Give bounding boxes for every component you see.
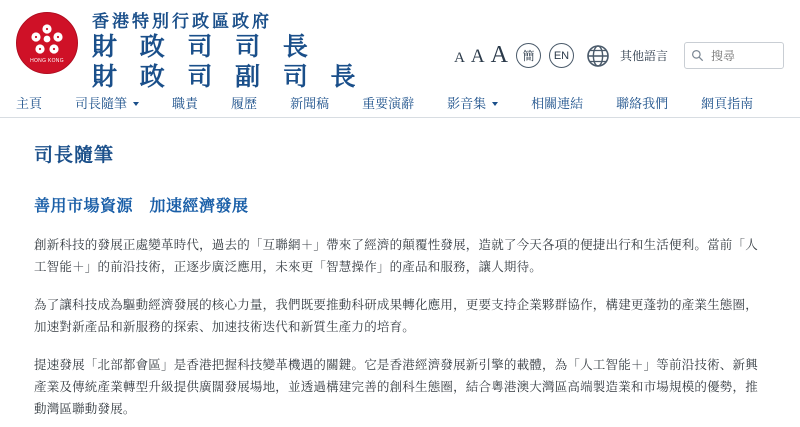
nav-item-duties[interactable] bbox=[172, 93, 215, 112]
main-content bbox=[0, 118, 800, 420]
nav-item-blog[interactable] bbox=[75, 93, 156, 112]
page-title: 司長隨筆 bbox=[34, 144, 115, 166]
nav-item-label: 新聞稿 bbox=[290, 97, 330, 112]
search-box[interactable] bbox=[684, 42, 784, 69]
office-title-line1: 財 政 司 司 長 bbox=[92, 32, 315, 61]
chevron-down-icon bbox=[133, 102, 139, 106]
site-header bbox=[0, 0, 800, 91]
font-size-small-button[interactable]: A bbox=[454, 50, 465, 66]
site-titles bbox=[92, 10, 363, 92]
header-tools bbox=[454, 10, 784, 69]
search-input[interactable] bbox=[709, 48, 777, 64]
nav-item-related-links[interactable] bbox=[531, 93, 600, 112]
article-paragraph: 創新科技的發展正處變革時代，過去的「互聯網＋」帶來了經濟的顛覆性發展，造就了今天各項的便捷出行和生活便利。當前「人工智能＋」的前沿技術，正逐步廣泛應用，未來更「智慧操作」的產品和服務，讓人期待。 bbox=[34, 237, 758, 274]
nav-item-label: 履歷 bbox=[231, 97, 258, 112]
other-language-link[interactable]: 其他語言 bbox=[619, 49, 668, 63]
nav-item-contact-us[interactable] bbox=[616, 93, 685, 112]
font-size-medium-button[interactable]: A bbox=[470, 46, 485, 67]
nav-item-label: 相關連結 bbox=[531, 97, 584, 112]
font-size-controls bbox=[454, 42, 508, 69]
nav-item-biography[interactable] bbox=[231, 93, 274, 112]
lang-english-button[interactable]: EN bbox=[549, 43, 574, 68]
emblem-label: HONG KONG bbox=[30, 58, 64, 64]
nav-item-home[interactable] bbox=[16, 93, 59, 112]
article-paragraph: 提速發展「北部都會區」是香港把握科技變革機遇的關鍵。它是香港經濟發展新引擎的載體，為「人工智能＋」等前沿技術、新興產業及傳統產業轉型升級提供廣闊發展場地，並透過構建完善的創科生態圈，結合粵港澳大灣區高端製造業和市場規模的優勢，推動灣區聯動發展。 bbox=[34, 357, 758, 416]
article-title: 善用市場資源 加速經濟發展 bbox=[34, 196, 249, 215]
article-paragraph: 為了讓科技成為驅動經濟發展的核心力量，我們既要推動科研成果轉化應用，更要支持企業夥群協作，構建更蓬勃的產業生態圈，加速對新產品和新服務的探索、加速技術迭代和新質生產力的培育。 bbox=[34, 297, 758, 334]
main-navigation bbox=[0, 88, 800, 118]
chevron-down-icon bbox=[492, 102, 498, 106]
nav-item-multimedia[interactable] bbox=[447, 93, 515, 112]
nav-item-label: 職責 bbox=[172, 97, 199, 112]
bauhinia-icon bbox=[30, 24, 64, 54]
globe-icon[interactable] bbox=[586, 44, 610, 68]
nav-item-speeches[interactable] bbox=[362, 93, 431, 112]
government-title: 香港特別行政區政府 bbox=[92, 12, 272, 32]
font-size-large-button[interactable]: A bbox=[490, 42, 508, 68]
nav-item-sitemap[interactable] bbox=[701, 93, 770, 112]
nav-item-label: 影音集 bbox=[447, 97, 487, 112]
hksar-emblem-icon bbox=[16, 12, 78, 74]
nav-item-label: 聯絡我們 bbox=[616, 97, 669, 112]
office-title-line2: 財 政 司 副 司 長 bbox=[92, 62, 363, 91]
nav-item-press-releases[interactable] bbox=[290, 93, 346, 112]
lang-simplified-button[interactable]: 簡 bbox=[516, 43, 541, 68]
search-icon bbox=[691, 49, 704, 62]
nav-item-label: 網頁指南 bbox=[701, 97, 754, 112]
nav-item-label: 重要演辭 bbox=[362, 97, 415, 112]
nav-item-label: 主頁 bbox=[16, 97, 43, 112]
nav-item-label: 司長隨筆 bbox=[75, 97, 128, 112]
